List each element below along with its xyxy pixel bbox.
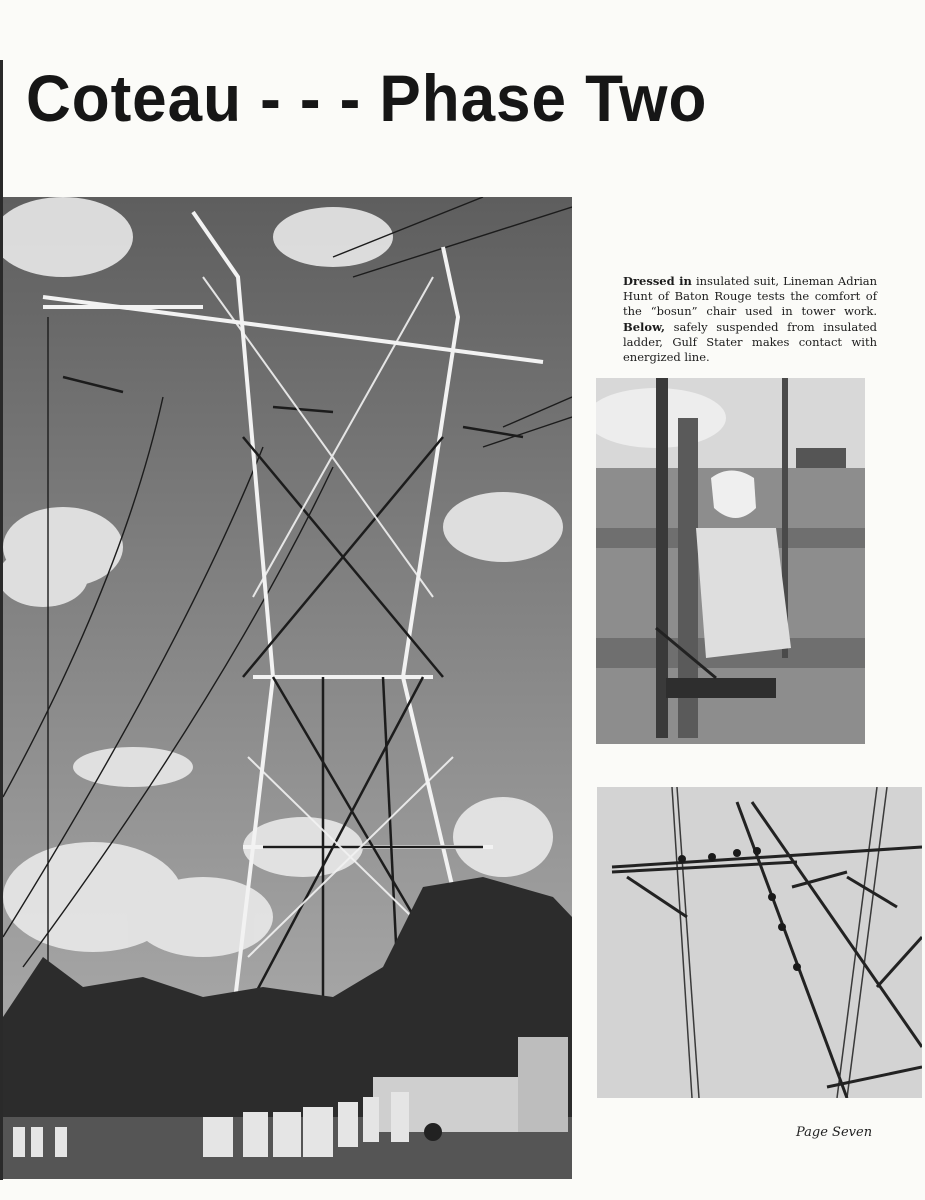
page-number: Page Seven <box>796 1125 873 1140</box>
photo-lineman-bosun-chair <box>596 378 865 744</box>
caption-text-2: safely suspended from insulated ladder, Gulf Stater makes contact with energized line. <box>623 319 877 365</box>
photo-caption <box>623 274 877 365</box>
caption-lead-2: Below, <box>623 319 666 334</box>
caption-text-1: insulated suit, Lineman Adrian Hunt of Baton Rouge tests the comfort of the “bosun” chair used in tower work. <box>623 274 878 319</box>
main-photo-transmission-tower <box>3 197 572 1179</box>
caption-lead-1: Dressed in <box>623 274 692 288</box>
lineman-bosun-chair-image <box>596 378 865 744</box>
photo-worker-energized-line <box>597 787 922 1098</box>
page-title: Coteau - - - Phase Two <box>26 61 708 135</box>
transmission-tower-image <box>3 197 572 1179</box>
tower-worker-image <box>597 787 922 1098</box>
